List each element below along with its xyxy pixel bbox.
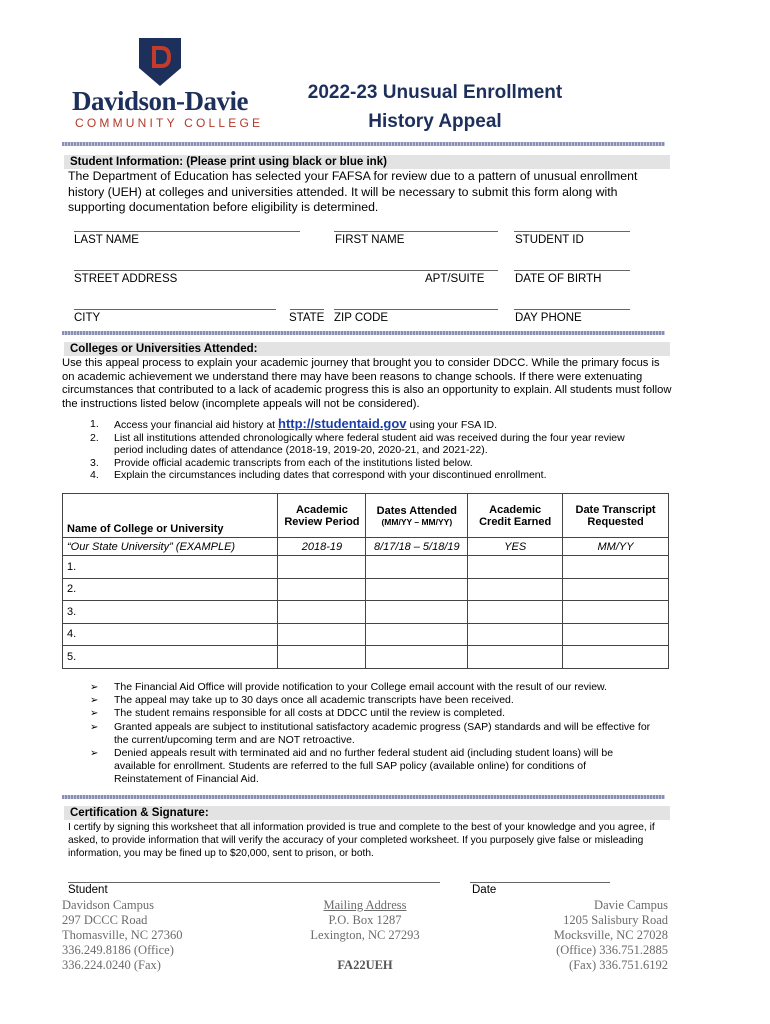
colleges-intro: Use this appeal process to explain your academic journey that brought you to consider DDCC. While the primary focus is on academic achievement we understand there may have been reasons to change schools. If there were extenuating circumstances that contributed to a lack of academic progress this is also an opportunity to explain. All students must follow the instructions listed below (incomplete appeals will not be considered). (62, 357, 672, 410)
step-3 (90, 457, 650, 470)
col-header-line: Date Transcript (575, 503, 656, 516)
table-cell[interactable] (468, 646, 563, 669)
day-phone-field[interactable] (514, 309, 630, 310)
row-number[interactable]: 3. (63, 601, 278, 624)
date-of-birth-label: DATE OF BIRTH (515, 273, 602, 285)
table-cell[interactable] (366, 623, 468, 646)
note-item (90, 681, 655, 694)
step-2 (90, 432, 650, 457)
arrow-bullet-icon: ➢ (90, 682, 99, 693)
table-row[interactable] (63, 601, 669, 624)
col-header-dates (366, 494, 468, 538)
footer-line: 336.249.8186 (Office) (62, 943, 174, 957)
table-cell[interactable] (563, 601, 669, 624)
form-title-line2: History Appeal (368, 111, 502, 132)
davidson-campus-address (62, 898, 182, 973)
example-name: “Our State University” (EXAMPLE) (63, 538, 278, 556)
table-cell[interactable] (366, 556, 468, 579)
footer-line: Thomasville, NC 27360 (62, 928, 183, 942)
table-cell[interactable] (366, 646, 468, 669)
state-field[interactable] (290, 309, 324, 310)
col-header-line: Requested (587, 515, 644, 528)
section-divider (62, 795, 665, 799)
note-text: The Financial Aid Office will provide notification to your College email account with the result of our review. (114, 681, 607, 693)
table-example-row (63, 538, 669, 556)
certification-text: I certify by signing this worksheet that all information provided is true and complete to the best of your knowledge and you agree, if asked, to provide information that will verify the accuracy of your completed worksheet. If you purposely give false or misleading information, you may be fined up to $20,000, sent to prison, or both. (68, 822, 655, 859)
step-1 (90, 418, 650, 432)
city-field[interactable] (74, 309, 276, 310)
table-header-row (63, 494, 669, 538)
footer-line: Davidson Campus (62, 898, 155, 912)
example-dates: 8/17/18 – 5/18/19 (366, 538, 468, 556)
step-text: Provide official academic transcripts from each of the institutions listed below. (114, 456, 473, 469)
colleges-header: Colleges or Universities Attended: (64, 342, 670, 356)
row-number[interactable]: 5. (63, 646, 278, 669)
col-header-line: (MM/YY – MM/YY) (381, 516, 453, 527)
form-title (270, 78, 600, 136)
note-text: The appeal may take up to 30 days once all academic transcripts have been received. (114, 694, 514, 707)
step-text: using your FSA ID. (406, 419, 498, 431)
table-cell[interactable] (468, 556, 563, 579)
table-cell[interactable] (278, 623, 366, 646)
table-cell[interactable] (563, 556, 669, 579)
table-cell[interactable] (278, 556, 366, 579)
city-label: CITY (74, 312, 101, 324)
college-name: Davidson-Davie (72, 86, 249, 116)
footer-line: 336.224.0240 (Fax) (62, 958, 161, 972)
footer-line: Davie Campus (594, 898, 668, 912)
table-cell[interactable] (563, 578, 669, 601)
colleges-table (62, 493, 669, 669)
college-shield-logo-icon (139, 38, 181, 86)
example-credit: YES (468, 538, 563, 556)
street-address-label: STREET ADDRESS (74, 273, 178, 285)
step-text: Explain the circumstances including dates that correspond with your discontinued enrollment. (114, 469, 547, 481)
note-item (90, 721, 655, 747)
step-text: Access your financial aid history at (114, 419, 278, 431)
studentaid-link[interactable]: http://studentaid.gov (278, 416, 407, 431)
footer-line: 1205 Salisbury Road (563, 913, 668, 927)
step-number: 3. (90, 456, 99, 469)
col-header-line: Dates Attended (376, 504, 457, 517)
certification-header: Certification & Signature: (64, 806, 670, 820)
col-header-line: Credit Earned (479, 515, 552, 528)
note-item (90, 707, 655, 720)
col-header-line: Academic (295, 503, 348, 516)
step-4 (90, 469, 650, 482)
footer-line: Mocksville, NC 27028 (553, 928, 668, 942)
footer-line: 297 DCCC Road (62, 913, 148, 927)
student-info-intro: The Department of Education has selected your FAFSA for review due to a pattern of unusual enrollment history (UEH) at colleges and universities attended. It will be necessary to submit this form along with supporting documentation before eligibility is determined. (68, 169, 638, 214)
first-name-label: FIRST NAME (335, 234, 405, 246)
arrow-bullet-icon: ➢ (90, 695, 99, 707)
example-transcript: MM/YY (563, 538, 669, 556)
table-cell[interactable] (468, 623, 563, 646)
note-item (90, 694, 655, 707)
table-row[interactable] (63, 578, 669, 601)
mailing-address (290, 898, 440, 973)
table-cell[interactable] (366, 601, 468, 624)
step-number: 4. (90, 469, 99, 481)
arrow-bullet-icon: ➢ (90, 708, 99, 720)
zip-code-label: ZIP CODE (334, 312, 389, 324)
form-code: FA22UEH (337, 958, 393, 972)
last-name-field[interactable] (74, 231, 300, 232)
col-header-line: Academic (489, 503, 542, 516)
example-review-period: 2018-19 (278, 538, 366, 556)
footer-line: (Fax) 336.751.6192 (569, 958, 668, 972)
col-header-review-period (278, 494, 366, 538)
student-signature-field[interactable] (68, 882, 440, 883)
college-subtitle: COMMUNITY COLLEGE (75, 116, 264, 130)
student-info-header: Student Information: (Please print using black or blue ink) (64, 155, 670, 169)
col-header-credit (468, 494, 563, 538)
street-address-field[interactable] (74, 270, 498, 271)
table-cell[interactable] (278, 578, 366, 601)
footer-line: Lexington, NC 27293 (310, 928, 420, 942)
note-item (90, 747, 655, 787)
footer-line: P.O. Box 1287 (328, 913, 402, 927)
date-of-birth-field[interactable] (514, 270, 630, 271)
day-phone-label: DAY PHONE (515, 312, 582, 324)
step-number: 1. (90, 418, 99, 430)
last-name-label: LAST NAME (74, 234, 139, 246)
col-header-name: Name of College or University (63, 494, 278, 538)
note-text: Granted appeals are subject to institutional satisfactory academic progress (SAP) standards and will be effective for the current/upcoming term and are NOT retroactive. (114, 720, 651, 746)
table-cell[interactable] (278, 601, 366, 624)
col-header-transcript (563, 494, 669, 538)
form-title-line1: 2022-23 Unusual Enrollment (307, 82, 563, 103)
instruction-steps (90, 418, 650, 482)
arrow-bullet-icon: ➢ (90, 748, 99, 760)
student-signature-label: Student (68, 884, 108, 896)
state-label: STATE (289, 312, 325, 324)
note-text: The student remains responsible for all costs at DDCC until the review is completed. (114, 707, 506, 720)
table-row[interactable] (63, 556, 669, 579)
col-header-line: Review Period (284, 515, 360, 528)
date-label: Date (472, 884, 497, 896)
first-name-field[interactable] (334, 231, 498, 232)
note-text: Denied appeals result with terminated aid and no further federal student aid (including student loans) will be available for enrollment. Students are referred to the full SAP policy (available online) for conditions of Reinstatement of Financial Aid. (114, 747, 614, 786)
notes-list (90, 681, 655, 787)
table-row[interactable] (63, 623, 669, 646)
table-cell[interactable] (563, 623, 669, 646)
mailing-address-title: Mailing Address (323, 898, 407, 912)
table-cell[interactable] (563, 646, 669, 669)
student-id-field[interactable] (514, 231, 630, 232)
zip-code-field[interactable] (334, 309, 498, 310)
arrow-bullet-icon: ➢ (90, 721, 99, 733)
table-cell[interactable] (366, 578, 468, 601)
apt-suite-label: APT/SUITE (425, 273, 485, 285)
row-number[interactable]: 4. (63, 623, 278, 646)
student-id-label: STUDENT ID (515, 234, 584, 246)
row-number[interactable]: 2. (63, 578, 278, 601)
step-number: 2. (90, 431, 99, 444)
step-text: List all institutions attended chronologically where federal student aid was received during the four year review period including dates of attendance (2018-19, 2019-20, 2020-21, and 2021-22). (114, 431, 625, 456)
table-cell[interactable] (278, 646, 366, 669)
row-number[interactable]: 1. (63, 556, 278, 579)
footer-line: (Office) 336.751.2885 (556, 943, 668, 957)
table-row[interactable] (63, 646, 669, 669)
section-divider (62, 142, 665, 146)
section-divider (62, 331, 665, 335)
date-field[interactable] (470, 882, 610, 883)
table-cell[interactable] (468, 601, 563, 624)
davie-campus-address (510, 898, 668, 973)
table-cell[interactable] (468, 578, 563, 601)
